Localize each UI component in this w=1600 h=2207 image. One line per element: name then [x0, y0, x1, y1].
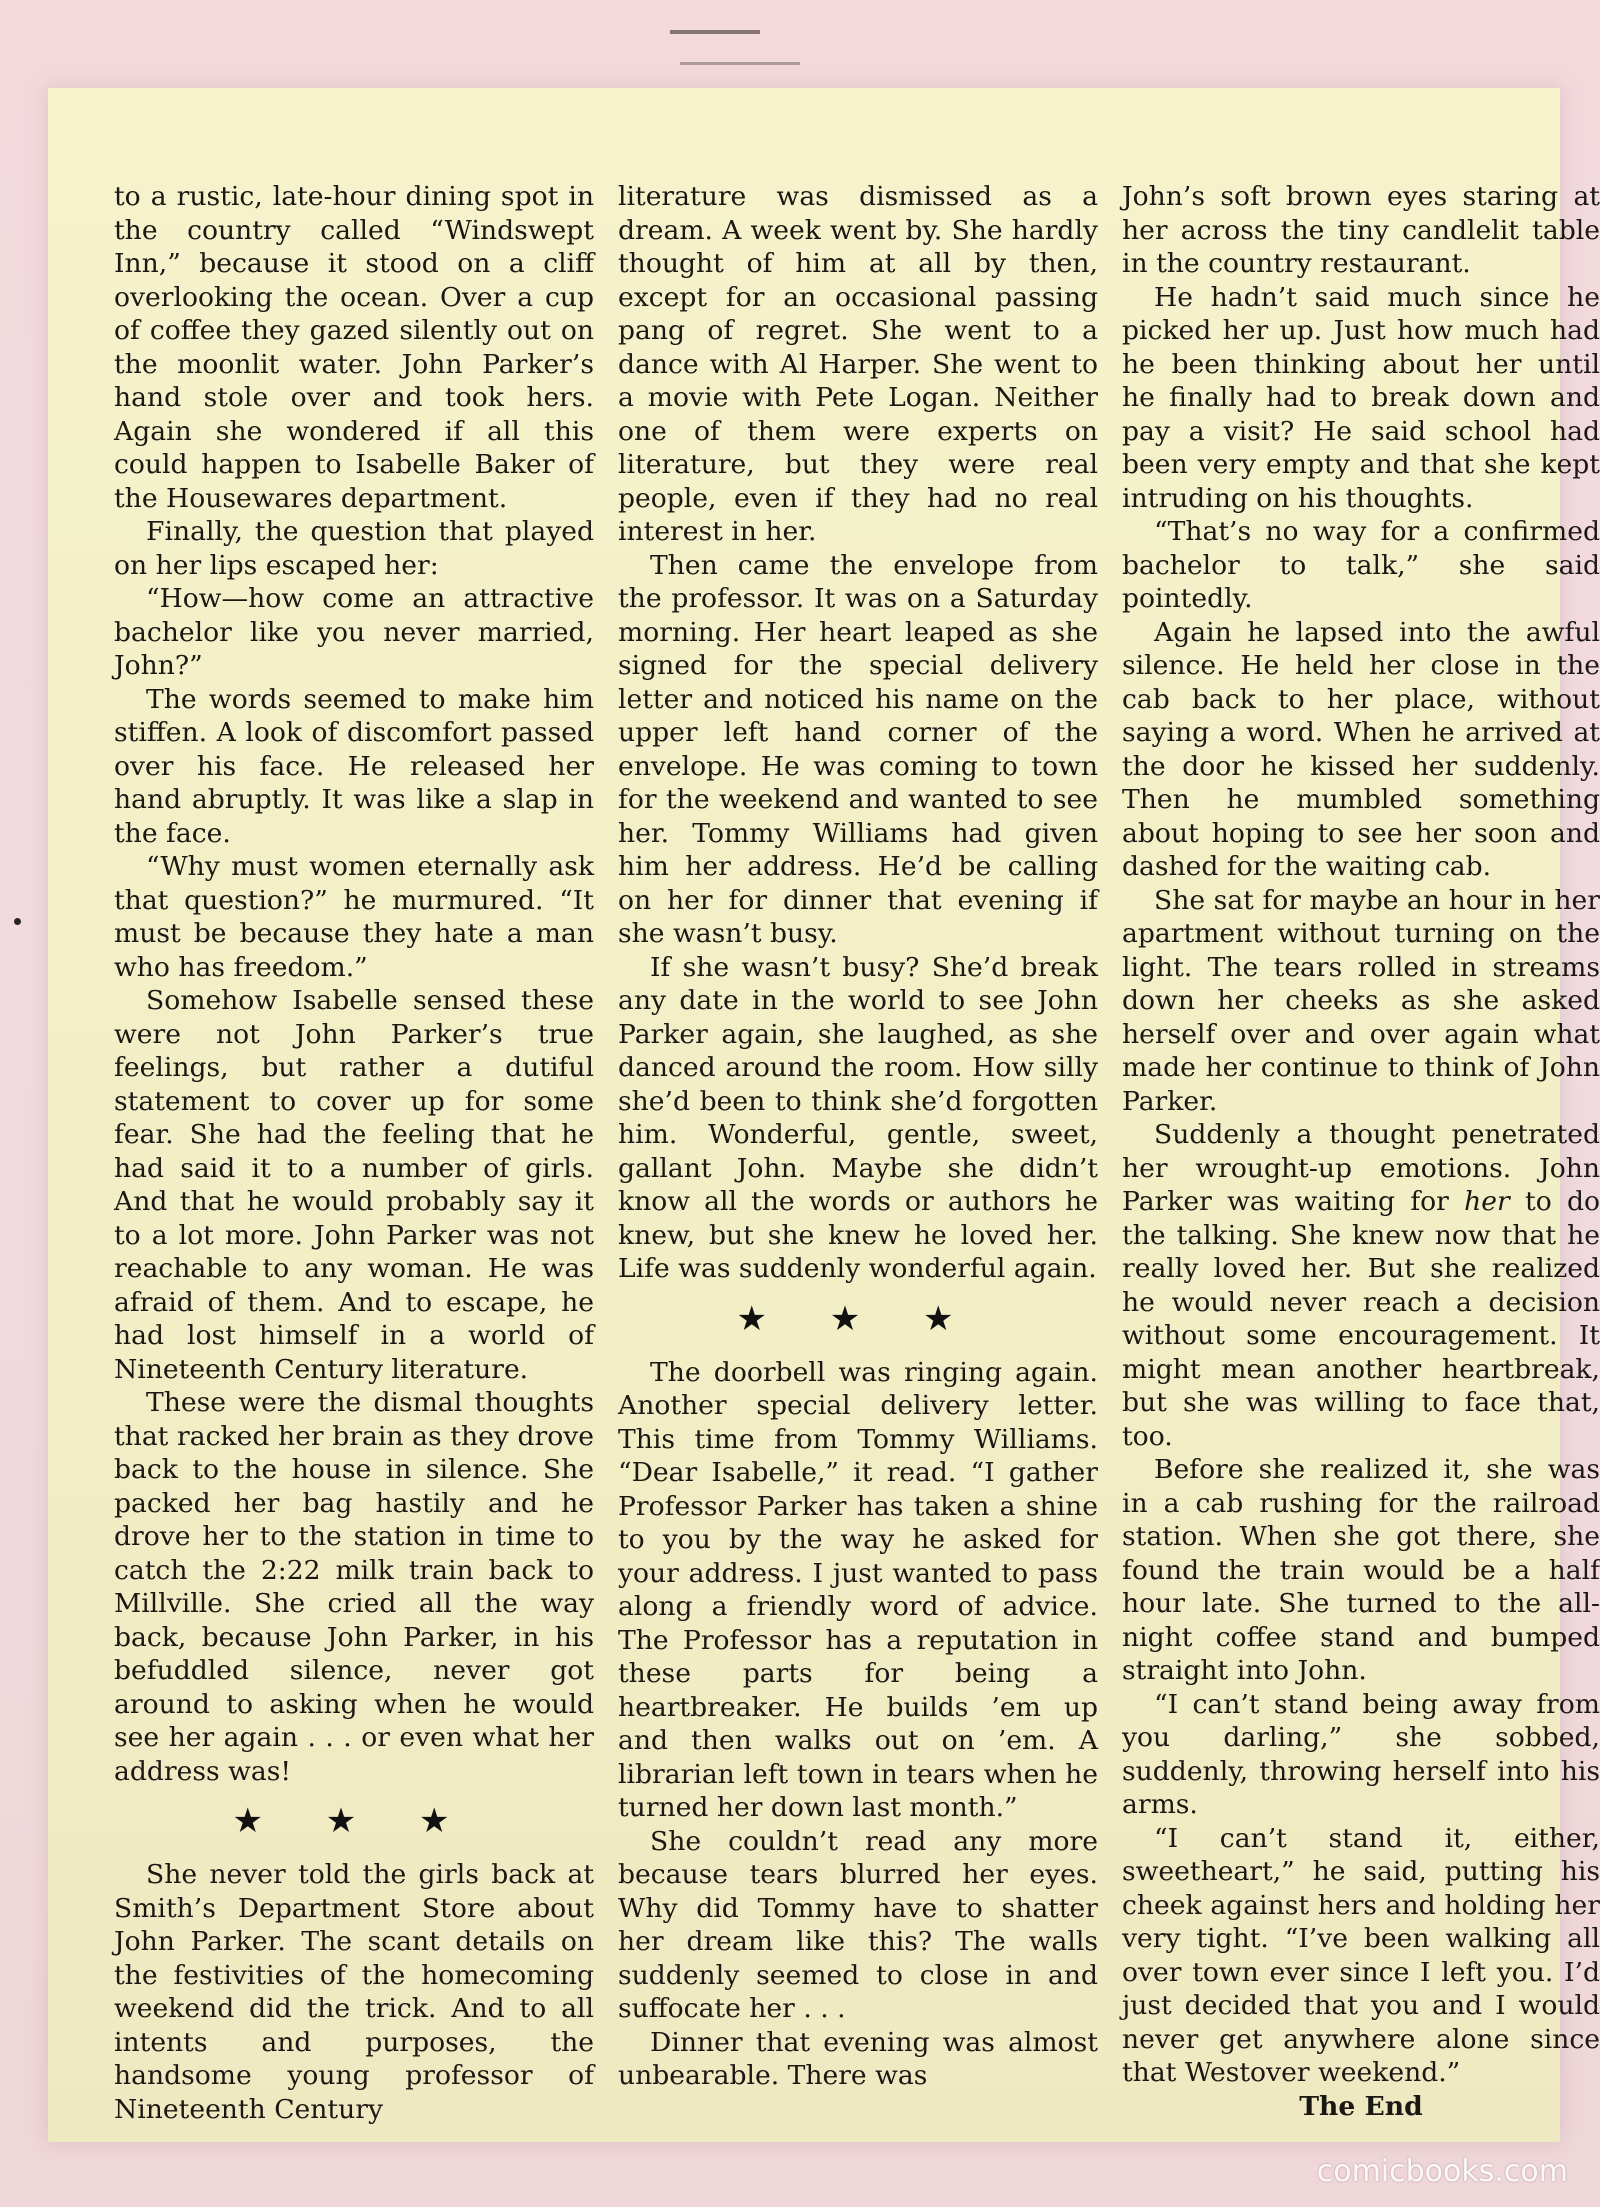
paragraph: Again he lapsed into the awful silence. He held her close in the cab back to her place, without saying a word. When he arrived at the door he kissed her suddenly. Then he mumbled something about hoping to see her soon and dashed for the waiting cab.	[1122, 616, 1600, 882]
paragraph: John’s soft brown eyes staring at her across the tiny candlelit table in the country restaurant.	[1122, 181, 1600, 279]
paragraph: “That’s no way for a confirmed bachelor to talk,” she said pointedly.	[1122, 516, 1600, 614]
paragraph: The doorbell was ringing again. Another special delivery letter. This time from Tommy Williams. “Dear Isabelle,” it read. “I gather Professor Parker has taken a shine to you by the way he asked for your address. I just wanted to pass along a friendly word of advice. The Professor has a reputation in these parts for being a heartbreaker. He builds ’em up and then walks out on ’em. A librarian left town in tears when he turned her down last month.”	[618, 1356, 1098, 1823]
paragraph: “I can’t stand it, either, sweetheart,” he said, putting his cheek against hers and holding her very tight. “I’ve been walking all over town ever since I left you. I’d just decided that you and I would never get anywhere alone since that Westover weekend.”	[1122, 1822, 1600, 2088]
paragraph: The words seemed to make him stiffen. A look of discomfort passed over his face. He released her hand abruptly. It was like a slap in the face.	[114, 683, 594, 849]
paragraph: to a rustic, late-hour dining spot in the country called “Windswept Inn,” because it stood on a cliff overlooking the ocean. Over a cup of coffee they gazed silently out on the moonlit water. John Parker’s hand stole over and took hers. Again she wondered if all this could happen to Isabelle Baker of the Housewares department.	[114, 181, 594, 514]
paragraph: “Why must women eternally ask that question?” he murmured. “It must be because they hate a man who has freedom.”	[114, 851, 594, 983]
paragraph: “I can’t stand being away from you darling,” she sobbed, suddenly, throwing herself into his arms.	[1122, 1688, 1600, 1820]
paragraph-text: Suddenly a thought penetrated her wrought-up emotions. John Parker was waiting for	[1122, 1119, 1600, 1217]
paragraph: Before she realized it, she was in a cab rushing for the railroad station. When she got there, she found the train would be a half hour late. She turned to the all-night coffee stand and bumped straight into John.	[1122, 1454, 1600, 1686]
paragraph: She never told the girls back at Smith’s Department Store about John Parker. The scant details on the festivities of the homecoming weekend did the trick. And to all intents and purposes, the handsome young professor of Nineteenth Century	[114, 1859, 594, 2125]
page-paper	[48, 88, 1600, 2142]
section-separator: ★ ★ ★	[232, 1801, 476, 1841]
text-column-2	[618, 180, 1098, 2093]
print-mark	[680, 62, 800, 65]
paragraph	[1122, 1118, 1600, 1453]
paragraph-text: to do the talking. She knew now that he really loved her. But she realized he would never reach a decision without some encouragement. It might mean another heartbreak, but she was willing to face that, too.	[1122, 1186, 1600, 1452]
emphasis-text: her	[1464, 1186, 1510, 1217]
paragraph: If she wasn’t busy? She’d break any date in the world to see John Parker again, she laughed, as she danced around the room. How silly she’d been to think she’d forgotten him. Wonderful, gentle, sweet, gallant John. Maybe she didn’t know all the words or authors he knew, but she knew he loved her. Life was suddenly wonderful again.	[618, 951, 1098, 1284]
text-column-1	[114, 180, 594, 2126]
paragraph: literature was dismissed as a dream. A week went by. She hardly thought of him at all by then, except for an occasional passing pang of regret. She went to a dance with Al Harper. She went to a movie with Pete Logan. Neither one of them were experts on literature, but they were real people, even if they had no real interest in her.	[618, 181, 1098, 547]
paragraph: She couldn’t read any more because tears blurred her eyes. Why did Tommy have to shatter her dream like this? The walls suddenly seemed to close in and suffocate her . . .	[618, 1825, 1098, 2024]
paragraph: She sat for maybe an hour in her apartment without turning on the light. The tears rolled in streams down her cheeks as she asked herself over and over again what made her continue to think of John Parker.	[1122, 884, 1600, 1117]
paragraph: He hadn’t said much since he picked her up. Just how much had he been thinking about her until he finally had to break down and pay a visit? He said school had been very empty and that she kept intruding on his thoughts.	[1122, 281, 1600, 514]
story-end-label: The End	[1299, 2090, 1423, 2122]
print-mark	[670, 30, 760, 34]
paragraph: Then came the envelope from the professor. It was on a Saturday morning. Her heart leaped as she signed for the special delivery letter and noticed his name on the upper left hand corner of the envelope. He was coming to town for the weekend and wanted to see her. Tommy Williams had given him her address. He’d be calling on her for dinner that evening if she wasn’t busy.	[618, 549, 1098, 949]
ink-speck	[14, 918, 21, 925]
section-separator: ★ ★ ★	[736, 1298, 980, 1339]
paragraph: Dinner that evening was almost unbearable. There was	[618, 2026, 1098, 2091]
paragraph: “How—how come an attractive bachelor like you never married, John?”	[114, 583, 594, 681]
paragraph: These were the dismal thoughts that racked her brain as they drove back to the house in silence. She packed her bag hastily and he drove her to the station in time to catch the 2:22 milk train back to Millville. She cried all the way back, because John Parker, in his befuddled silence, never got around to asking when he would see her again . . . or even what her address was!	[114, 1387, 594, 1787]
paragraph: Finally, the question that played on her lips escaped her:	[114, 516, 594, 581]
text-column-3	[1122, 180, 1600, 2123]
paragraph: Somehow Isabelle sensed these were not John Parker’s true feelings, but rather a dutiful statement to cover up for some fear. She had the feeling that he had said it to a number of girls. And that he would probably say it to a lot more. John Parker was not reachable to any woman. He was afraid of them. And to escape, he had lost himself in a world of Nineteenth Century literature.	[114, 985, 594, 1385]
site-watermark: comicbooks.com	[1316, 2154, 1568, 2189]
